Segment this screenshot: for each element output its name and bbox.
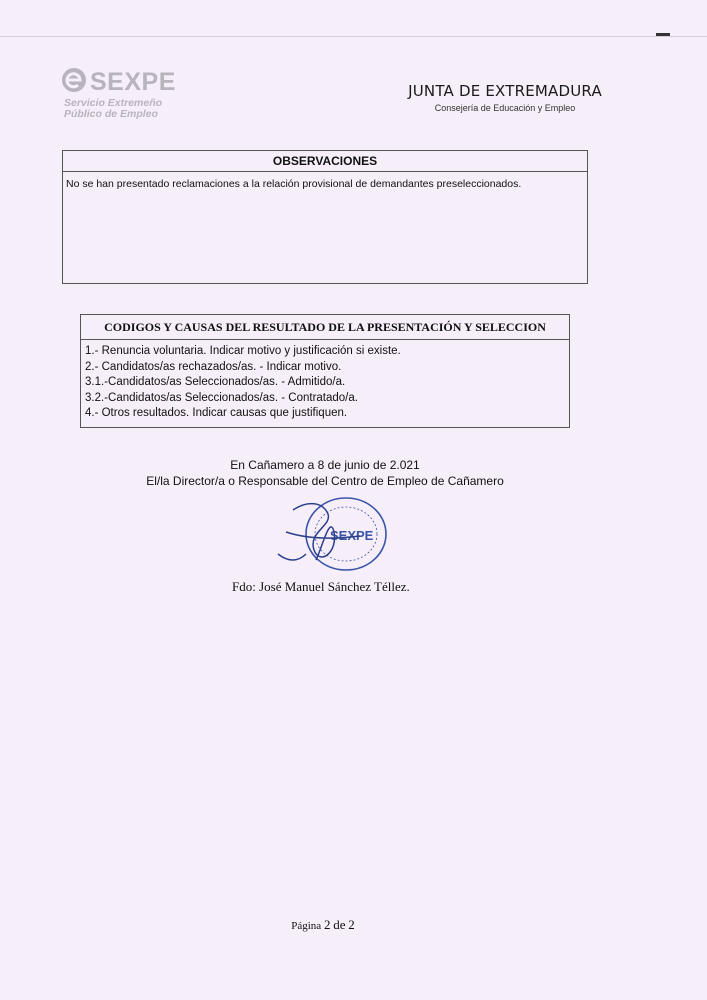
place-date: En Cañamero a 8 de junio de 2.021 <box>230 458 420 472</box>
page-of: de <box>333 917 346 932</box>
page-label: Página <box>291 920 322 932</box>
codigos-box <box>80 314 570 428</box>
sexpe-e-icon <box>60 66 88 94</box>
top-scan-mark <box>656 33 670 36</box>
list-item: 3.2.-Candidatos/as Seleccionados/as. - Contratado/a. <box>85 391 358 404</box>
list-item: 4.- Otros resultados. Indicar causas que justifiquen. <box>85 407 348 419</box>
observaciones-text: No se han presentado reclamaciones a la relación provisional de demandantes preseleccionados. <box>66 178 522 190</box>
observaciones-box <box>62 150 588 284</box>
top-scan-line <box>0 36 707 37</box>
sexpe-logo <box>60 66 190 122</box>
page-number <box>0 917 646 933</box>
logo-sub-line2: Público de Empleo <box>64 108 158 120</box>
list-item: 1.- Renuncia voluntaria. Indicar motivo y justificación si existe. <box>85 345 401 357</box>
page-total: 2 <box>348 917 355 932</box>
official-stamp-and-signature <box>268 492 398 582</box>
signed-by: Fdo: José Manuel Sánchez Téllez. <box>232 579 410 594</box>
stamp-text: SEXPE <box>330 528 374 543</box>
page-current: 2 <box>323 917 331 932</box>
logo-subtitle <box>64 98 162 120</box>
director-role: El/la Director/a o Responsable del Centro de Empleo de Cañamero <box>146 474 504 488</box>
codigos-title: CODIGOS Y CAUSAS DEL RESULTADO DE LA PRESENTACIÓN Y SELECCION <box>81 315 569 340</box>
junta-subtitle: Consejería de Educación y Empleo <box>434 103 576 113</box>
logo-sub-line1: Servicio Extremeño <box>64 97 163 109</box>
list-item: 3.1.-Candidatos/as Seleccionados/as. - Admitido/a. <box>85 376 346 388</box>
junta-title: JUNTA DE EXTREMADURA <box>408 82 602 100</box>
junta-header <box>405 82 605 113</box>
observaciones-title: OBSERVACIONES <box>63 151 587 172</box>
logo-name: SEXPE <box>90 68 176 96</box>
codigos-list <box>81 340 569 422</box>
list-item: 2.- Candidatos/as rechazados/as. - Indicar motivo. <box>85 360 342 373</box>
